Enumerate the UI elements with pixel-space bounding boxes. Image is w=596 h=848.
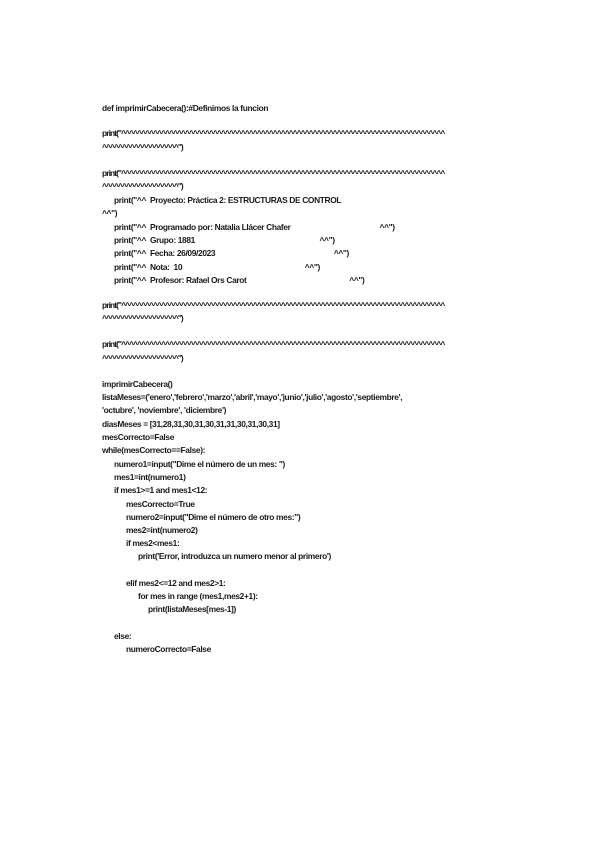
code-line-profesor: print("^^ Profesor: Rafael Ors Carot ^^") bbox=[114, 275, 365, 285]
code-line-banner-bottom-2-cont: ^^^^^^^^^^^^^^^^^^^") bbox=[102, 353, 183, 363]
code-line-if-mes1: if mes1>=1 and mes1<12: bbox=[114, 485, 208, 495]
code-line-grupo: print("^^ Grupo: 1881 ^^") bbox=[114, 235, 335, 245]
code-line-nota: print("^^ Nota: 10 ^^") bbox=[114, 262, 320, 272]
code-line-mes-correcto: mesCorrecto=False bbox=[102, 432, 175, 442]
code-line-banner-top-2-cont: ^^^^^^^^^^^^^^^^^^^") bbox=[102, 181, 183, 191]
code-line-mes1: mes1=int(numero1) bbox=[114, 472, 186, 482]
code-line-else: else: bbox=[114, 631, 132, 641]
code-line-numero-correcto: numeroCorrecto=False bbox=[126, 644, 211, 654]
code-line-banner-top-2: print("^^^^^^^^^^^^^^^^^^^^^^^^^^^^^^^^^^^^^^^^^^^^^^^^^^^^^^^^^^^^^^^^^^^^^^^^^^^^^^^^^ bbox=[102, 168, 445, 178]
code-line-banner-top-1: print("^^^^^^^^^^^^^^^^^^^^^^^^^^^^^^^^^^^^^^^^^^^^^^^^^^^^^^^^^^^^^^^^^^^^^^^^^^^^^^^^^ bbox=[102, 128, 445, 138]
code-line-mes2: mes2=int(numero2) bbox=[126, 525, 198, 535]
code-line-elif: elif mes2<=12 and mes2>1: bbox=[126, 578, 226, 588]
code-line-numero2: numero2=input("Dime el número de otro mes:") bbox=[126, 512, 301, 522]
code-line-banner-bottom-1: print("^^^^^^^^^^^^^^^^^^^^^^^^^^^^^^^^^^^^^^^^^^^^^^^^^^^^^^^^^^^^^^^^^^^^^^^^^^^^^^^^^ bbox=[102, 300, 445, 310]
code-line-lista-meses: listaMeses=('enero','febrero','marzo','abril','mayo','junio','julio','agosto','septiembre', bbox=[102, 392, 403, 402]
code-line-call: imprimirCabecera() bbox=[102, 379, 173, 389]
code-line-fecha: print("^^ Fecha: 26/09/2023 ^^") bbox=[114, 248, 349, 258]
code-line-print-error: print('Error, introduzca un numero menor al primero') bbox=[138, 551, 331, 561]
code-line-banner-bottom-2: print("^^^^^^^^^^^^^^^^^^^^^^^^^^^^^^^^^^^^^^^^^^^^^^^^^^^^^^^^^^^^^^^^^^^^^^^^^^^^^^^^^ bbox=[102, 339, 445, 349]
code-line-dias-meses: diasMeses = [31,28,31,30,31,30,31,31,30,31,30,31] bbox=[102, 419, 280, 429]
code-line-while: while(mesCorrecto==False): bbox=[102, 445, 206, 455]
code-line-print-mes: print(listaMeses[mes-1]) bbox=[148, 604, 236, 614]
code-line-numero1: numero1=input("Dime el número de un mes: ") bbox=[114, 459, 285, 469]
code-line-lista-meses-cont: 'octubre', 'noviembre', 'diciembre') bbox=[102, 405, 227, 415]
code-line-function-def: def imprimirCabecera():#Definimos la funcion bbox=[102, 103, 269, 113]
code-line-programado: print("^^ Programado por: Natalia Llácer Chafer ^^") bbox=[114, 222, 395, 232]
code-line-proyecto: print("^^ Proyecto: Práctica 2: ESTRUCTURAS DE CONTROL bbox=[114, 195, 342, 205]
code-line-banner-top-1-cont: ^^^^^^^^^^^^^^^^^^^") bbox=[102, 142, 183, 152]
code-line-banner-bottom-1-cont: ^^^^^^^^^^^^^^^^^^^") bbox=[102, 313, 183, 323]
code-line-for: for mes in range (mes1,mes2+1): bbox=[138, 591, 258, 601]
code-line-proyecto-cont: ^^") bbox=[102, 208, 118, 218]
code-line-if-mes2: if mes2<mes1: bbox=[126, 538, 180, 548]
code-line-mes-correcto-true: mesCorrecto=True bbox=[126, 499, 195, 509]
